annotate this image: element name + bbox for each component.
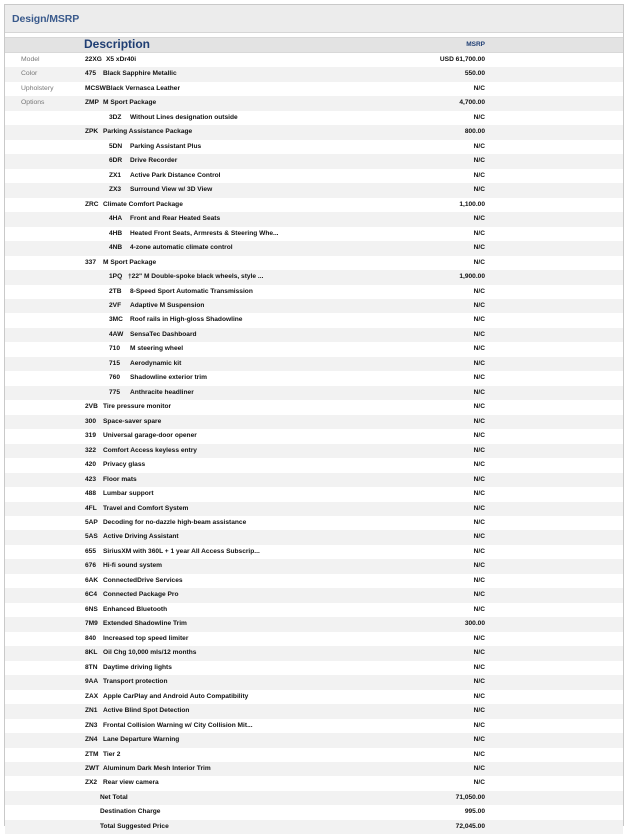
row-code: 3MC xyxy=(109,316,123,324)
row-code: 9AA xyxy=(85,678,99,686)
row-price: N/C xyxy=(473,446,485,454)
row-price: N/C xyxy=(473,504,485,512)
total-price: 71,050.00 xyxy=(455,793,485,801)
table-row xyxy=(5,748,623,762)
row-description: 4-zone automatic climate control xyxy=(130,244,233,252)
table-row xyxy=(5,386,623,400)
row-price: N/C xyxy=(473,316,485,324)
row-price: N/C xyxy=(473,591,485,599)
row-price: N/C xyxy=(473,533,485,541)
row-price: N/C xyxy=(473,736,485,744)
row-price: 4,700.00 xyxy=(459,99,485,107)
table-row xyxy=(5,111,623,125)
table-row xyxy=(5,82,623,96)
row-code: 319 xyxy=(85,432,97,440)
table-row xyxy=(5,530,623,544)
table-row xyxy=(5,371,623,385)
table-row xyxy=(5,603,623,617)
row-description: M Sport Package xyxy=(103,99,157,107)
row-code: 1PQ xyxy=(109,273,123,281)
table-row xyxy=(5,169,623,183)
total-label: Destination Charge xyxy=(100,808,161,816)
row-price: N/C xyxy=(473,750,485,758)
row-code: ZPK xyxy=(85,128,99,136)
table-row xyxy=(5,444,623,458)
row-code: 488 xyxy=(85,490,97,498)
row-code: 710 xyxy=(109,345,121,353)
table-row xyxy=(5,661,623,675)
row-price: N/C xyxy=(473,229,485,237)
row-price: N/C xyxy=(473,171,485,179)
row-description: X5 xDr40i xyxy=(106,56,137,63)
row-description: Front and Rear Heated Seats xyxy=(130,215,221,223)
table-row xyxy=(5,762,623,776)
row-code: 2TB xyxy=(109,287,122,295)
table-row xyxy=(5,473,623,487)
row-description: Increased top speed limiter xyxy=(103,634,189,642)
table-row xyxy=(5,487,623,501)
table-row xyxy=(5,733,623,747)
row-code: ZRC xyxy=(85,200,99,208)
table-row xyxy=(5,212,623,226)
row-price: N/C xyxy=(473,388,485,396)
row-category: Color xyxy=(21,70,38,78)
row-price: N/C xyxy=(473,663,485,671)
option-rows xyxy=(5,53,623,834)
row-code: 5AP xyxy=(85,519,98,526)
row-price: N/C xyxy=(473,562,485,570)
row-code: 6C4 xyxy=(85,591,98,599)
row-description: Connected Package Pro xyxy=(103,591,179,599)
row-code: 4HA xyxy=(109,215,123,223)
row-code: ZN4 xyxy=(85,736,98,744)
row-code: ZX3 xyxy=(109,186,122,194)
row-price: N/C xyxy=(473,417,485,425)
table-row xyxy=(5,227,623,241)
total-row xyxy=(5,791,623,805)
panel-header xyxy=(5,5,623,33)
row-price: N/C xyxy=(473,359,485,367)
table-row xyxy=(5,516,623,530)
row-price: N/C xyxy=(473,215,485,223)
row-description: Aerodynamic kit xyxy=(130,359,182,367)
row-code: ZMP xyxy=(85,99,99,107)
row-price: N/C xyxy=(473,707,485,715)
row-code: 322 xyxy=(85,446,97,454)
row-code: 300 xyxy=(85,417,97,425)
row-description: Parking Assistant Plus xyxy=(130,142,202,150)
column-header-row xyxy=(5,37,623,53)
row-price: USD 61,700.00 xyxy=(439,56,485,63)
table-row xyxy=(5,342,623,356)
row-price: N/C xyxy=(473,678,485,686)
row-description: Anthracite headliner xyxy=(130,388,194,396)
row-code: ZTM xyxy=(85,750,99,758)
table-row xyxy=(5,675,623,689)
row-description: †22" M Double-spoke black wheels, style ... xyxy=(128,273,264,281)
row-description: ConnectedDrive Services xyxy=(103,576,183,584)
row-description: Extended Shadowline Trim xyxy=(103,620,187,628)
row-price: N/C xyxy=(473,475,485,483)
row-price: N/C xyxy=(473,301,485,309)
row-description: Black Vernasca Leather xyxy=(106,84,181,92)
table-row xyxy=(5,545,623,559)
row-description: Decoding for no-dazzle high-beam assistance xyxy=(103,519,247,526)
table-row xyxy=(5,632,623,646)
row-description: Frontal Collision Warning w/ City Collision Mit... xyxy=(103,721,253,729)
total-price: 72,045.00 xyxy=(455,822,485,830)
row-code: ZN1 xyxy=(85,707,98,715)
row-code: 4FL xyxy=(85,504,97,512)
row-description: Climate Comfort Package xyxy=(103,200,183,208)
row-price: N/C xyxy=(473,374,485,382)
row-description: Parking Assistance Package xyxy=(103,128,193,136)
table-row xyxy=(5,776,623,790)
row-price: N/C xyxy=(473,258,485,266)
row-code: 4HB xyxy=(109,229,123,237)
row-description: Black Sapphire Metallic xyxy=(103,70,177,78)
row-description: SensaTec Dashboard xyxy=(130,330,197,338)
row-description: Apple CarPlay and Android Auto Compatibility xyxy=(103,692,249,700)
total-row xyxy=(5,820,623,834)
row-description: 8-Speed Sport Automatic Transmission xyxy=(130,287,253,295)
row-price: N/C xyxy=(473,461,485,469)
msrp-column-header: MSRP xyxy=(466,41,485,48)
table-row xyxy=(5,154,623,168)
total-row xyxy=(5,805,623,819)
row-code: 840 xyxy=(85,634,97,642)
row-code: 420 xyxy=(85,461,97,469)
row-description: Space-saver spare xyxy=(103,417,162,425)
row-price: N/C xyxy=(473,490,485,498)
row-description: Aluminum Dark Mesh Interior Trim xyxy=(103,764,211,772)
row-code: 5DN xyxy=(109,142,123,150)
row-price: N/C xyxy=(473,649,485,657)
row-code: 715 xyxy=(109,359,121,367)
table-row xyxy=(5,183,623,197)
row-price: 800.00 xyxy=(464,128,485,136)
table-row xyxy=(5,400,623,414)
table-row xyxy=(5,285,623,299)
row-code: ZX2 xyxy=(85,779,98,787)
row-description: Floor mats xyxy=(103,475,137,483)
table-row xyxy=(5,299,623,313)
row-description: Tire pressure monitor xyxy=(103,403,172,411)
row-description: Active Park Distance Control xyxy=(130,171,221,179)
row-price: N/C xyxy=(473,186,485,194)
row-code: 2VF xyxy=(109,301,122,309)
row-code: 8TN xyxy=(85,663,98,671)
row-code: 423 xyxy=(85,475,97,483)
row-code: 6AK xyxy=(85,576,99,584)
row-code: MCSW xyxy=(85,84,106,92)
description-column-header: Description xyxy=(84,37,151,51)
table-row xyxy=(5,198,623,212)
row-code: 475 xyxy=(85,70,97,78)
row-price: N/C xyxy=(473,779,485,787)
row-code: 775 xyxy=(109,388,121,396)
table-row xyxy=(5,241,623,255)
table-row xyxy=(5,357,623,371)
table-row xyxy=(5,502,623,516)
row-description: Daytime driving lights xyxy=(103,663,172,671)
row-code: 2VB xyxy=(85,403,98,411)
table-row xyxy=(5,53,623,67)
row-price: N/C xyxy=(473,764,485,772)
row-code: 6DR xyxy=(109,157,123,165)
row-price: N/C xyxy=(473,84,485,92)
row-category: Upholstery xyxy=(21,84,54,92)
row-price: N/C xyxy=(473,519,485,526)
row-description: Roof rails in High-gloss Shadowline xyxy=(130,316,243,324)
table-row xyxy=(5,690,623,704)
row-price: N/C xyxy=(473,403,485,411)
row-description: Lane Departure Warning xyxy=(103,736,180,744)
row-category: Model xyxy=(21,56,40,63)
row-price: N/C xyxy=(473,605,485,613)
table-row xyxy=(5,96,623,110)
row-code: 337 xyxy=(85,258,97,266)
table-row xyxy=(5,313,623,327)
row-price: N/C xyxy=(473,634,485,642)
row-code: 4NB xyxy=(109,244,123,252)
row-price: N/C xyxy=(473,244,485,252)
table-row xyxy=(5,140,623,154)
row-price: N/C xyxy=(473,142,485,150)
row-code: 5AS xyxy=(85,533,98,541)
table-row xyxy=(5,415,623,429)
table-row xyxy=(5,328,623,342)
row-code: ZX1 xyxy=(109,171,122,179)
row-price: N/C xyxy=(473,432,485,440)
row-description: Hi-fi sound system xyxy=(103,562,162,570)
row-code: 3DZ xyxy=(109,113,122,121)
row-description: M steering wheel xyxy=(130,345,184,353)
table-row xyxy=(5,646,623,660)
table-row xyxy=(5,270,623,284)
row-code: 8KL xyxy=(85,649,98,657)
row-description: Rear view camera xyxy=(103,779,159,787)
row-price: N/C xyxy=(473,576,485,584)
table-row xyxy=(5,574,623,588)
design-msrp-panel xyxy=(4,4,624,830)
table-row xyxy=(5,704,623,718)
row-code: ZN3 xyxy=(85,721,98,729)
row-price: N/C xyxy=(473,547,485,555)
row-description: Privacy glass xyxy=(103,461,146,469)
table-row xyxy=(5,719,623,733)
row-price: N/C xyxy=(473,345,485,353)
row-price: N/C xyxy=(473,692,485,700)
row-description: M Sport Package xyxy=(103,258,157,266)
row-price: 1,100.00 xyxy=(459,200,485,208)
row-category: Options xyxy=(21,99,45,107)
row-description: Oil Chg 10,000 mls/12 months xyxy=(103,649,197,657)
row-description: Universal garage-door opener xyxy=(103,432,197,440)
row-description: SiriusXM with 360L + 1 year All Access Subscrip... xyxy=(103,547,260,555)
row-description: Tier 2 xyxy=(103,750,121,758)
row-code: 676 xyxy=(85,562,97,570)
row-price: 550.00 xyxy=(464,70,485,78)
table-row xyxy=(5,429,623,443)
row-description: Adaptive M Suspension xyxy=(130,301,205,309)
row-price: 300.00 xyxy=(464,620,485,628)
row-code: 655 xyxy=(85,547,97,555)
row-price: N/C xyxy=(473,287,485,295)
total-label: Total Suggested Price xyxy=(100,822,169,830)
panel-title: Design/MSRP xyxy=(12,12,80,25)
row-code: 7M9 xyxy=(85,620,98,628)
total-label: Net Total xyxy=(100,793,128,801)
row-code: ZAX xyxy=(85,692,99,700)
row-description: Surround View w/ 3D View xyxy=(130,186,213,194)
row-description: Active Driving Assistant xyxy=(103,533,179,541)
row-description: Transport protection xyxy=(103,678,168,686)
row-description: Enhanced Bluetooth xyxy=(103,605,168,613)
row-description: Heated Front Seats, Armrests & Steering Whe... xyxy=(130,229,279,237)
row-description: Shadowline exterior trim xyxy=(130,374,207,382)
row-code: 4AW xyxy=(109,330,124,338)
row-price: N/C xyxy=(473,157,485,165)
row-code: 22XG xyxy=(85,56,102,63)
row-price: N/C xyxy=(473,721,485,729)
total-price: 995.00 xyxy=(464,808,485,816)
row-description: Drive Recorder xyxy=(130,157,178,165)
row-price: N/C xyxy=(473,113,485,121)
row-description: Without Lines designation outside xyxy=(130,113,238,121)
table-row xyxy=(5,588,623,602)
table-row xyxy=(5,458,623,472)
row-code: 760 xyxy=(109,374,121,382)
table-row xyxy=(5,256,623,270)
table-row xyxy=(5,67,623,81)
row-description: Lumbar support xyxy=(103,490,154,498)
row-description: Active Blind Spot Detection xyxy=(103,707,190,715)
table-row xyxy=(5,559,623,573)
row-description: Travel and Comfort System xyxy=(103,504,189,512)
row-description: Comfort Access keyless entry xyxy=(103,446,197,454)
row-code: ZWT xyxy=(85,764,100,772)
row-code: 6NS xyxy=(85,605,98,613)
table-row xyxy=(5,617,623,631)
table-row xyxy=(5,125,623,139)
row-price: N/C xyxy=(473,330,485,338)
row-price: 1,900.00 xyxy=(459,273,485,281)
